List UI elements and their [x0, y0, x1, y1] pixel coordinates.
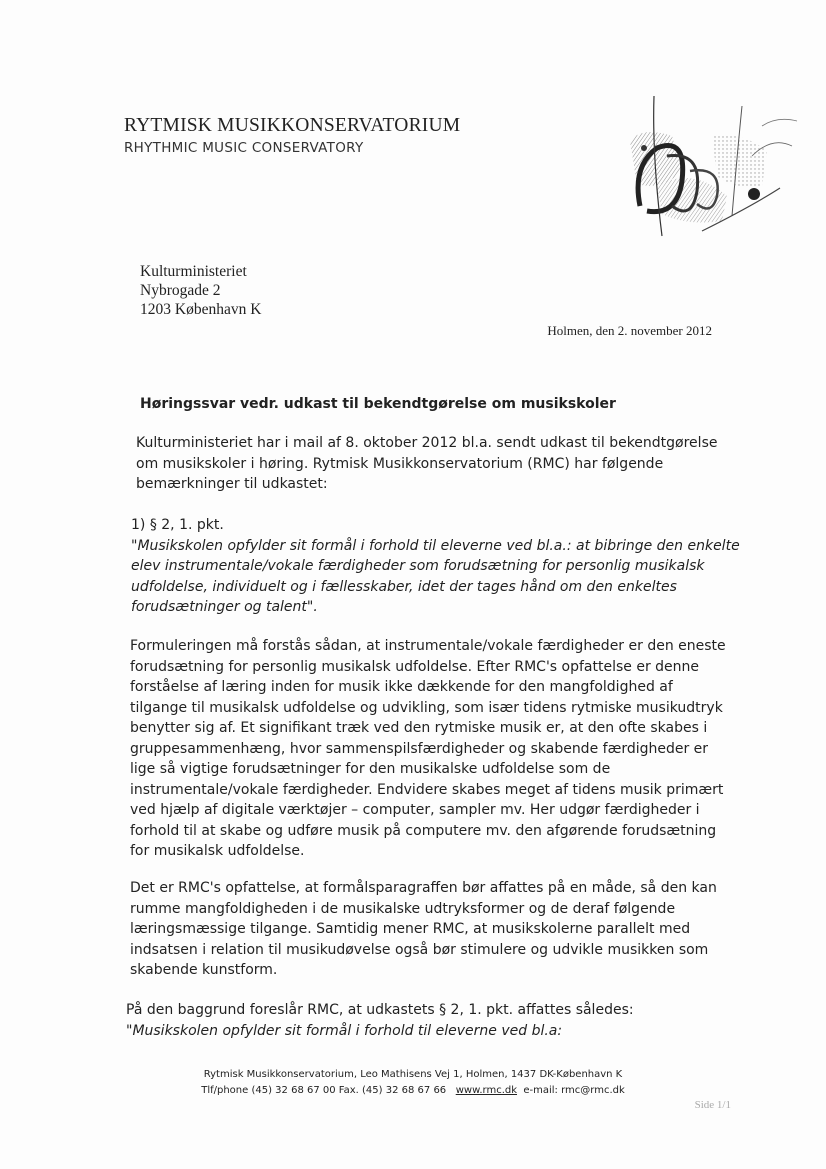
page-number: Side 1/1	[694, 1099, 731, 1111]
conservatory-logo-icon	[602, 96, 802, 246]
text-line: instrumentale/vokale færdigheder. Endvidere skabes meget af tidens musik primært	[130, 781, 724, 798]
quote-line: "Musikskolen opfylder sit formål i forhold til eleverne ved bl.a:	[126, 1022, 563, 1039]
section-reference: 1) § 2, 1. pkt.	[131, 517, 224, 533]
letter-subject-heading: Høringssvar vedr. udkast til bekendtgørelse om musikskoler	[140, 396, 616, 412]
recipient-city: 1203 København K	[140, 301, 262, 318]
text-line: forudsætning for personlig musikalsk udfoldelse. Efter RMC's opfattelse er denne	[130, 658, 700, 675]
text-line: bemærkninger til udkastet:	[136, 476, 328, 492]
recipient-address	[140, 262, 261, 319]
text-line: lige så vigtige forudsætninger for den musikalske udfoldelse som de	[130, 761, 611, 777]
footer-contact	[0, 1083, 826, 1099]
footer-phone: Tlf/phone (45) 32 68 67 00 Fax. (45) 32 68 67 66	[201, 1085, 447, 1096]
footer-address: Rytmisk Musikkonservatorium, Leo Mathisens Vej 1, Holmen, 1437 DK-København K	[203, 1069, 623, 1080]
text-line: benytter sig af. Et signifikant træk ved den rytmiske musik er, at den ofte skabes i	[130, 720, 708, 736]
quote-line: "Musikskolen opfylder sit formål i forhold til eleverne ved bl.a.: at bibringe den enkelte	[131, 537, 740, 554]
text-line: indsatsen i relation til musikudøvelse også bør stimulere og udvikle musikken som	[130, 941, 709, 958]
text-line: gruppesammenhæng, hvor sammenspilsfærdigheder og skabende færdigheder er	[130, 740, 709, 757]
paragraph-opinion	[130, 878, 720, 981]
text-line: Formuleringen må forstås sådan, at instrumentale/vokale færdigheder er den eneste	[130, 638, 726, 654]
text-line: tilgange til musikalsk udfoldelse og udvikling, som især tidens rytmiske musikudtryk	[130, 699, 723, 716]
text-line: På den baggrund foreslår RMC, at udkastets § 2, 1. pkt. affattes således:	[126, 1002, 634, 1018]
text-line: for musikalsk udfoldelse.	[130, 843, 305, 859]
recipient-name: Kulturministeriet	[140, 263, 247, 280]
quote-line: forudsætninger og talent".	[131, 599, 318, 615]
org-name: RYTMISK MUSIKKONSERVATORIUM	[124, 115, 461, 136]
org-name-english: RHYTHMIC MUSIC CONSERVATORY	[124, 140, 364, 156]
letter-footer	[0, 1067, 826, 1099]
text-line: Kulturministeriet har i mail af 8. oktober 2012 bl.a. sendt udkast til bekendtgørelse	[136, 435, 718, 451]
dateline: Holmen, den 2. november 2012	[547, 323, 712, 338]
paragraph-proposal	[126, 1000, 726, 1041]
text-line: ved hjælp af digitale værktøjer – computer, sampler mv. Her udgør færdigheder i	[130, 802, 700, 818]
footer-email[interactable]: e-mail: rmc@rmc.dk	[523, 1085, 625, 1096]
website-link[interactable]: www.rmc.dk	[455, 1085, 518, 1096]
text-line: skabende kunstform.	[130, 962, 278, 978]
text-line: forståelse af læring inden for musik ikke dækkende for den mangfoldighed af	[130, 679, 673, 695]
text-line: rumme mangfoldigheden i de musikalske udtryksformer og de deraf følgende	[130, 900, 676, 917]
text-line: læringsmæssige tilgange. Samtidig mener RMC, at musikskolerne parallelt med	[130, 921, 691, 937]
paragraph-intro	[136, 433, 720, 495]
recipient-street: Nybrogade 2	[140, 282, 221, 299]
quote-line: udfoldelse, individuelt og i fællesskaber, idet der tages hånd om den enkeltes	[131, 578, 677, 595]
text-line: om musikskoler i høring. Rytmisk Musikkonservatorium (RMC) har følgende	[136, 455, 664, 472]
paragraph-section-ref	[131, 515, 740, 618]
text-line: Det er RMC's opfattelse, at formålsparagraffen bør affattes på en måde, så den kan	[130, 880, 717, 896]
paragraph-analysis	[130, 636, 726, 862]
quote-line: elev instrumentale/vokale færdigheder som forudsætning for personlig musikalsk	[131, 558, 705, 574]
text-line: forhold til at skabe og udføre musik på computere mv. den afgørende forudsætning	[130, 822, 717, 839]
